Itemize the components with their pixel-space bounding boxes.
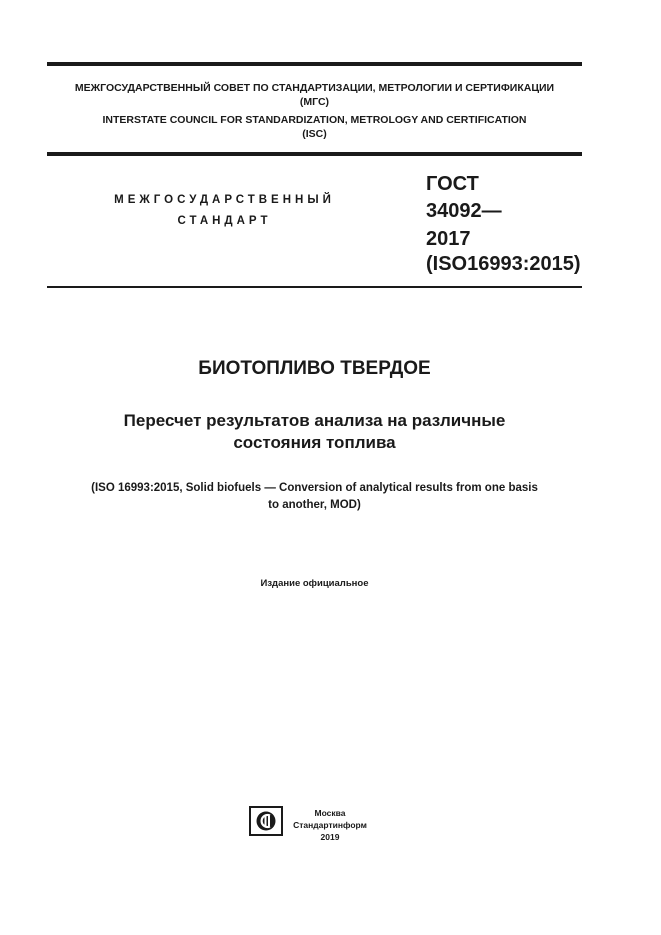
standard-type-line2: СТАНДАРТ: [177, 215, 272, 227]
document-subtitle-line1: Пересчет результатов анализа на различные: [123, 411, 506, 430]
top-rule: [47, 62, 582, 66]
document-title: БИОТОПЛИВО ТВЕРДОЕ: [198, 358, 431, 379]
iso-reference-line2: to another, MOD): [268, 499, 361, 511]
council-en-abbr: (ISC): [302, 128, 327, 140]
edition-note: Издание официальное: [260, 578, 369, 589]
publisher-city: Москва: [314, 808, 346, 818]
standard-type-line1: МЕЖГОСУДАРСТВЕННЫЙ: [114, 194, 335, 206]
gost-number: 34092—: [426, 200, 502, 222]
publisher-name: Стандартинформ: [293, 820, 367, 830]
gost-year: 2017: [426, 228, 471, 250]
gost-iso-designation: (ISO16993:2015): [426, 253, 581, 275]
council-ru-abbr: (МГС): [299, 96, 330, 108]
council-ru-name: МЕЖГОСУДАРСТВЕННЫЙ СОВЕТ ПО СТАНДАРТИЗАЦИИ, МЕТРОЛОГИИ И СЕРТИФИКАЦИИ: [74, 82, 555, 94]
gost-label: ГОСТ: [426, 173, 479, 195]
council-en-name: INTERSTATE COUNCIL FOR STANDARDIZATION, METROLOGY AND CERTIFICATION: [102, 114, 527, 126]
council-rule: [47, 152, 582, 156]
document-subtitle-line2: состояния топлива: [233, 433, 396, 452]
publisher-year: 2019: [320, 832, 340, 842]
designation-rule: [47, 286, 582, 288]
standartinform-logo-icon: [249, 806, 283, 836]
iso-reference-line1: (ISO 16993:2015, Solid biofuels — Conversion of analytical results from one basis: [91, 482, 538, 494]
